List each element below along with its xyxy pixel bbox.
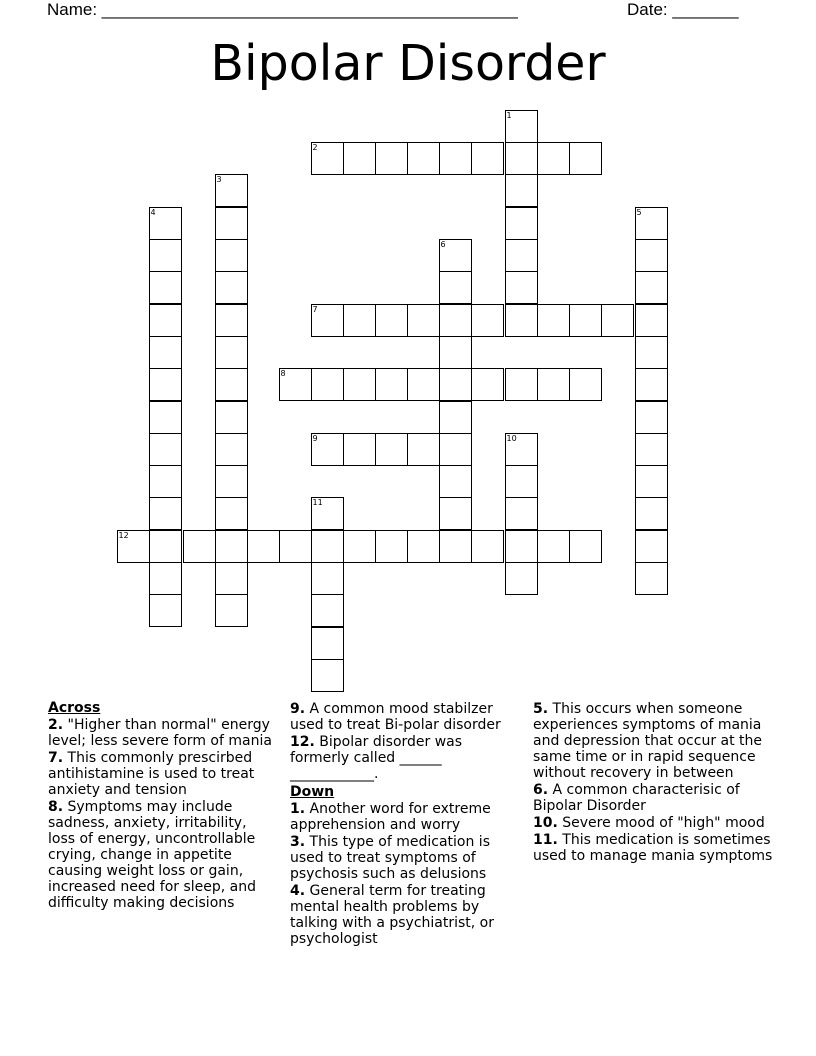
clue-number: 7.: [48, 750, 64, 766]
grid-cell[interactable]: [439, 497, 472, 530]
grid-cell[interactable]: [215, 530, 248, 563]
grid-cell-3[interactable]: [215, 174, 248, 207]
grid-cell-8[interactable]: [279, 368, 312, 401]
grid-cell-1[interactable]: [505, 110, 538, 143]
grid-cell[interactable]: [149, 497, 182, 530]
grid-cell[interactable]: [439, 530, 472, 563]
grid-cell[interactable]: [471, 368, 504, 401]
grid-cell[interactable]: [537, 530, 570, 563]
clue-item: [48, 717, 273, 749]
grid-cell[interactable]: [311, 562, 344, 595]
name-field: Name: ____________________________________________: [47, 0, 518, 19]
grid-cell[interactable]: [505, 530, 538, 563]
grid-cell[interactable]: [569, 368, 602, 401]
grid-cell-5[interactable]: [635, 207, 668, 240]
grid-cell[interactable]: [505, 562, 538, 595]
grid-cell[interactable]: [375, 368, 408, 401]
grid-cell[interactable]: [439, 336, 472, 369]
grid-cell[interactable]: [215, 465, 248, 498]
clues-column-3: [533, 700, 773, 864]
clue-item: [290, 834, 520, 882]
grid-cell[interactable]: [439, 433, 472, 466]
grid-cell[interactable]: [375, 530, 408, 563]
clue-text: This commonly prescirbed antihistamine is used to treat anxiety and tension: [48, 750, 255, 798]
grid-cell[interactable]: [215, 271, 248, 304]
down-clue-list-continued: [533, 701, 773, 864]
grid-cell[interactable]: [311, 594, 344, 627]
grid-cell[interactable]: [471, 304, 504, 337]
clue-text: "Higher than normal" energy level; less severe form of mania: [48, 717, 272, 749]
grid-cell[interactable]: [149, 304, 182, 337]
grid-cell-7[interactable]: [311, 304, 344, 337]
across-clue-list-continued: [290, 701, 520, 782]
clue-number: 3.: [290, 834, 306, 850]
grid-cell[interactable]: [635, 239, 668, 272]
grid-cell-4[interactable]: [149, 207, 182, 240]
grid-cell-10[interactable]: [505, 433, 538, 466]
grid-cell[interactable]: [635, 271, 668, 304]
grid-cell[interactable]: [505, 368, 538, 401]
clue-number: 7: [312, 304, 318, 314]
clue-number: 10.: [533, 815, 558, 831]
clue-text: Severe mood of "high" mood: [557, 815, 765, 831]
grid-cell[interactable]: [505, 465, 538, 498]
clue-number: 2: [312, 142, 318, 152]
clue-number: 11.: [533, 832, 558, 848]
grid-cell[interactable]: [537, 142, 570, 175]
clue-number: 1: [506, 110, 512, 120]
grid-cell[interactable]: [569, 142, 602, 175]
grid-cell[interactable]: [505, 497, 538, 530]
grid-cell[interactable]: [149, 368, 182, 401]
grid-cell[interactable]: [149, 401, 182, 434]
grid-cell[interactable]: [569, 304, 602, 337]
grid-cell[interactable]: [149, 530, 182, 563]
date-field: Date: _______: [627, 0, 739, 19]
across-clue-list: [48, 717, 273, 911]
grid-cell[interactable]: [635, 368, 668, 401]
grid-cell[interactable]: [343, 433, 376, 466]
grid-cell[interactable]: [635, 401, 668, 434]
clue-text: This type of medication is used to treat symptoms of psychosis such as delusions: [290, 834, 490, 882]
grid-cell[interactable]: [635, 336, 668, 369]
grid-cell[interactable]: [215, 336, 248, 369]
grid-cell[interactable]: [247, 530, 280, 563]
grid-cell[interactable]: [407, 530, 440, 563]
clue-item: [533, 701, 773, 781]
down-clue-list: [290, 801, 520, 947]
clue-text: Bipolar disorder was formerly called ______ ____________.: [290, 734, 463, 782]
grid-cell[interactable]: [439, 465, 472, 498]
grid-cell[interactable]: [311, 627, 344, 660]
clue-number: 1.: [290, 801, 306, 817]
grid-cell[interactable]: [215, 368, 248, 401]
grid-cell[interactable]: [635, 465, 668, 498]
clue-number: 9: [312, 433, 318, 443]
grid-cell[interactable]: [311, 659, 344, 692]
clue-item: [533, 815, 773, 831]
grid-cell[interactable]: [215, 497, 248, 530]
grid-cell[interactable]: [505, 271, 538, 304]
clue-number: 9.: [290, 701, 306, 717]
grid-cell-11[interactable]: [311, 497, 344, 530]
across-heading: Across: [48, 700, 101, 716]
grid-cell[interactable]: [537, 304, 570, 337]
clue-number: 5.: [533, 701, 549, 717]
grid-cell[interactable]: [215, 433, 248, 466]
grid-cell[interactable]: [183, 530, 216, 563]
grid-cell[interactable]: [375, 433, 408, 466]
grid-cell-6[interactable]: [439, 239, 472, 272]
clue-item: [290, 883, 520, 947]
grid-cell[interactable]: [635, 497, 668, 530]
grid-cell[interactable]: [505, 239, 538, 272]
clue-number: 5: [636, 207, 642, 217]
grid-cell[interactable]: [149, 239, 182, 272]
clue-number: 4.: [290, 883, 306, 899]
clue-text: This medication is sometimes used to manage mania symptoms: [533, 832, 773, 864]
grid-cell-9[interactable]: [311, 433, 344, 466]
down-heading: Down: [290, 784, 335, 800]
grid-cell[interactable]: [505, 142, 538, 175]
grid-cell[interactable]: [505, 207, 538, 240]
clue-item: [290, 801, 520, 833]
clue-text: General term for treating mental health problems by talking with a psychiatrist, or psychologist: [290, 883, 494, 947]
grid-cell[interactable]: [635, 562, 668, 595]
clue-number: 6.: [533, 782, 549, 798]
grid-cell[interactable]: [635, 530, 668, 563]
grid-cell[interactable]: [215, 594, 248, 627]
grid-cell[interactable]: [439, 401, 472, 434]
clue-number: 11: [312, 497, 323, 507]
grid-cell[interactable]: [635, 304, 668, 337]
clue-number: 8: [280, 368, 286, 378]
grid-cell[interactable]: [537, 368, 570, 401]
clue-item: [290, 734, 520, 782]
grid-cell[interactable]: [215, 207, 248, 240]
grid-cell[interactable]: [149, 433, 182, 466]
grid-cell[interactable]: [215, 239, 248, 272]
grid-cell[interactable]: [471, 142, 504, 175]
clue-number: 6: [440, 239, 446, 249]
clue-text: Another word for extreme apprehension and worry: [290, 801, 491, 833]
grid-cell[interactable]: [149, 271, 182, 304]
grid-cell[interactable]: [343, 530, 376, 563]
clue-number: 12: [118, 530, 129, 540]
grid-cell[interactable]: [343, 304, 376, 337]
grid-cell[interactable]: [215, 401, 248, 434]
clue-text: This occurs when someone experiences symptoms of mania and depression that occur at the same time or in rapid sequence without recovery in between: [533, 701, 763, 781]
clue-number: 2.: [48, 717, 64, 733]
clues-column-2: [290, 700, 520, 947]
grid-cell[interactable]: [439, 368, 472, 401]
grid-cell[interactable]: [149, 465, 182, 498]
clue-item: [533, 782, 773, 814]
grid-cell[interactable]: [215, 304, 248, 337]
grid-cell[interactable]: [439, 271, 472, 304]
grid-cell[interactable]: [439, 142, 472, 175]
grid-cell[interactable]: [311, 530, 344, 563]
grid-cell[interactable]: [407, 142, 440, 175]
grid-cell[interactable]: [407, 433, 440, 466]
grid-cell[interactable]: [215, 562, 248, 595]
clue-number: 12.: [290, 734, 315, 750]
grid-cell[interactable]: [149, 336, 182, 369]
clue-number: 10: [506, 433, 517, 443]
clue-item: [290, 701, 520, 733]
clue-number: 8.: [48, 799, 64, 815]
grid-cell[interactable]: [375, 304, 408, 337]
grid-cell[interactable]: [505, 174, 538, 207]
grid-cell[interactable]: [471, 530, 504, 563]
grid-cell[interactable]: [279, 530, 312, 563]
clue-number: 4: [150, 207, 156, 217]
clue-item: [533, 832, 773, 864]
grid-cell-12[interactable]: [117, 530, 150, 563]
grid-cell-2[interactable]: [311, 142, 344, 175]
clue-text: A common characterisic of Bipolar Disorder: [533, 782, 740, 814]
grid-cell[interactable]: [601, 304, 634, 337]
clue-item: [48, 799, 273, 911]
grid-cell[interactable]: [375, 142, 408, 175]
grid-cell[interactable]: [635, 433, 668, 466]
clue-text: Symptoms may include sadness, anxiety, irritability, loss of energy, uncontrollable crying, change in appetite causing weight loss or gain, increased need for sleep, and difficulty making decisions: [48, 799, 257, 911]
grid-cell[interactable]: [407, 368, 440, 401]
clue-item: [48, 750, 273, 798]
grid-cell[interactable]: [343, 142, 376, 175]
grid-cell[interactable]: [343, 368, 376, 401]
grid-cell[interactable]: [149, 594, 182, 627]
grid-cell[interactable]: [311, 368, 344, 401]
grid-cell[interactable]: [407, 304, 440, 337]
clue-number: 3: [216, 174, 222, 184]
grid-cell[interactable]: [569, 530, 602, 563]
grid-cell[interactable]: [149, 562, 182, 595]
page-title: Bipolar Disorder: [210, 35, 606, 92]
grid-cell[interactable]: [439, 304, 472, 337]
clue-text: A common mood stabilzer used to treat Bi-polar disorder: [290, 701, 501, 733]
grid-cell[interactable]: [505, 304, 538, 337]
clues-column-1: [48, 700, 273, 911]
